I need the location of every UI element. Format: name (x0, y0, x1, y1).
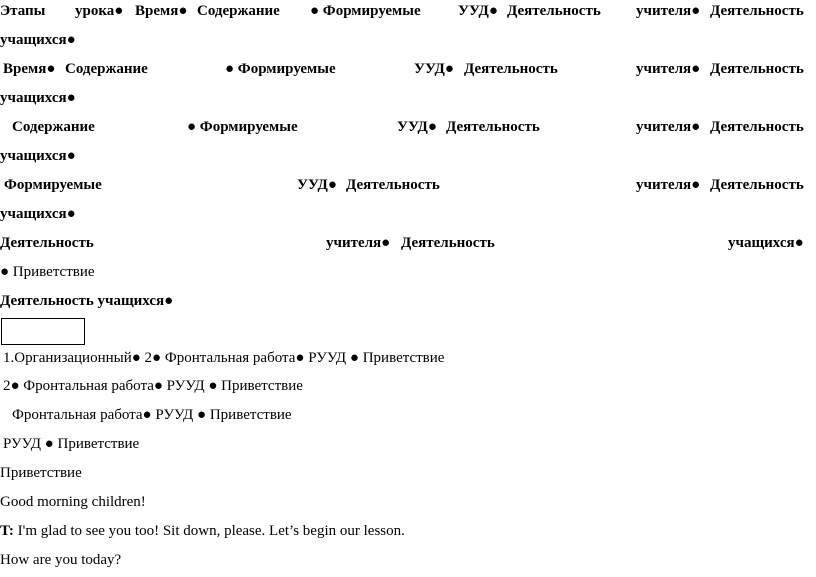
header-cell: Деятельность (507, 3, 601, 19)
header-cell: Деятельность (464, 61, 558, 77)
header-cell: Деятельность (0, 235, 94, 251)
header-cell: ● Формируемые (310, 3, 421, 19)
header-cell: Деятельность (710, 61, 804, 77)
header-cell: Содержание (197, 3, 280, 19)
header-cell: Содержание (12, 119, 95, 135)
header-cell: ● Формируемые (225, 61, 336, 77)
header-cell: УУД● (458, 3, 498, 19)
header-row-3 (0, 118, 816, 136)
header-cell: учителя● (636, 61, 701, 77)
header-row-2-wrap: учащихся● (0, 90, 76, 106)
dialogue-line-1: Good morning children! (0, 494, 146, 510)
header-cell: учителя● (636, 119, 701, 135)
header-row-2 (0, 60, 816, 78)
dialogue-text: I'm glad to see you too! Sit down, please. Let’s begin our lesson. (13, 523, 405, 539)
header-cell: УУД● (414, 61, 454, 77)
header-cell: Время● (135, 3, 188, 19)
header-cell: Деятельность (401, 235, 495, 251)
header-row-4 (0, 176, 816, 194)
header-row-5-wrap: ● Приветствие (0, 264, 95, 280)
header-cell: Деятельность (346, 177, 440, 193)
header-row-5 (0, 234, 816, 252)
header-cell: урока● (75, 3, 124, 19)
header-cell: учителя● (326, 235, 391, 251)
header-cell: Деятельность (446, 119, 540, 135)
header-cell: УУД● (397, 119, 437, 135)
stage-line-5: Приветствие (0, 465, 82, 481)
header-cell: Деятельность (710, 119, 804, 135)
header-cell: ● Формируемые (187, 119, 298, 135)
header-cell: Этапы (0, 3, 46, 19)
header-row-4-wrap: учащихся● (0, 206, 76, 222)
header-row-1 (0, 2, 816, 20)
header-cell: учителя● (636, 177, 701, 193)
dialogue-line-3: How are you today? (0, 552, 122, 568)
speaker-label: T: (0, 523, 14, 539)
stage-line-2: 2● Фронтальная работа● РУУД ● Приветствие (3, 378, 303, 394)
header-cell: Деятельность (710, 3, 804, 19)
header-cell: УУД● (297, 177, 337, 193)
header-cell: Время● (3, 61, 56, 77)
dialogue-line-2 (0, 522, 405, 540)
header-cell: Формируемые (4, 177, 102, 193)
header-cell: учителя● (636, 3, 701, 19)
empty-table-cell (1, 318, 85, 345)
student-activity-heading: Деятельность учащихся● (0, 293, 174, 309)
header-cell: Содержание (65, 61, 148, 77)
header-cell: Деятельность (710, 177, 804, 193)
stage-line-4: РУУД ● Приветствие (3, 436, 140, 452)
header-row-1-wrap: учащихся● (0, 32, 76, 48)
header-row-3-wrap: учащихся● (0, 148, 76, 164)
stage-line-3: Фронтальная работа● РУУД ● Приветствие (12, 407, 292, 423)
stage-line-1: 1.Организационный● 2● Фронтальная работа● РУУД ● Приветствие (3, 350, 445, 366)
header-cell: учащихся● (728, 235, 804, 251)
